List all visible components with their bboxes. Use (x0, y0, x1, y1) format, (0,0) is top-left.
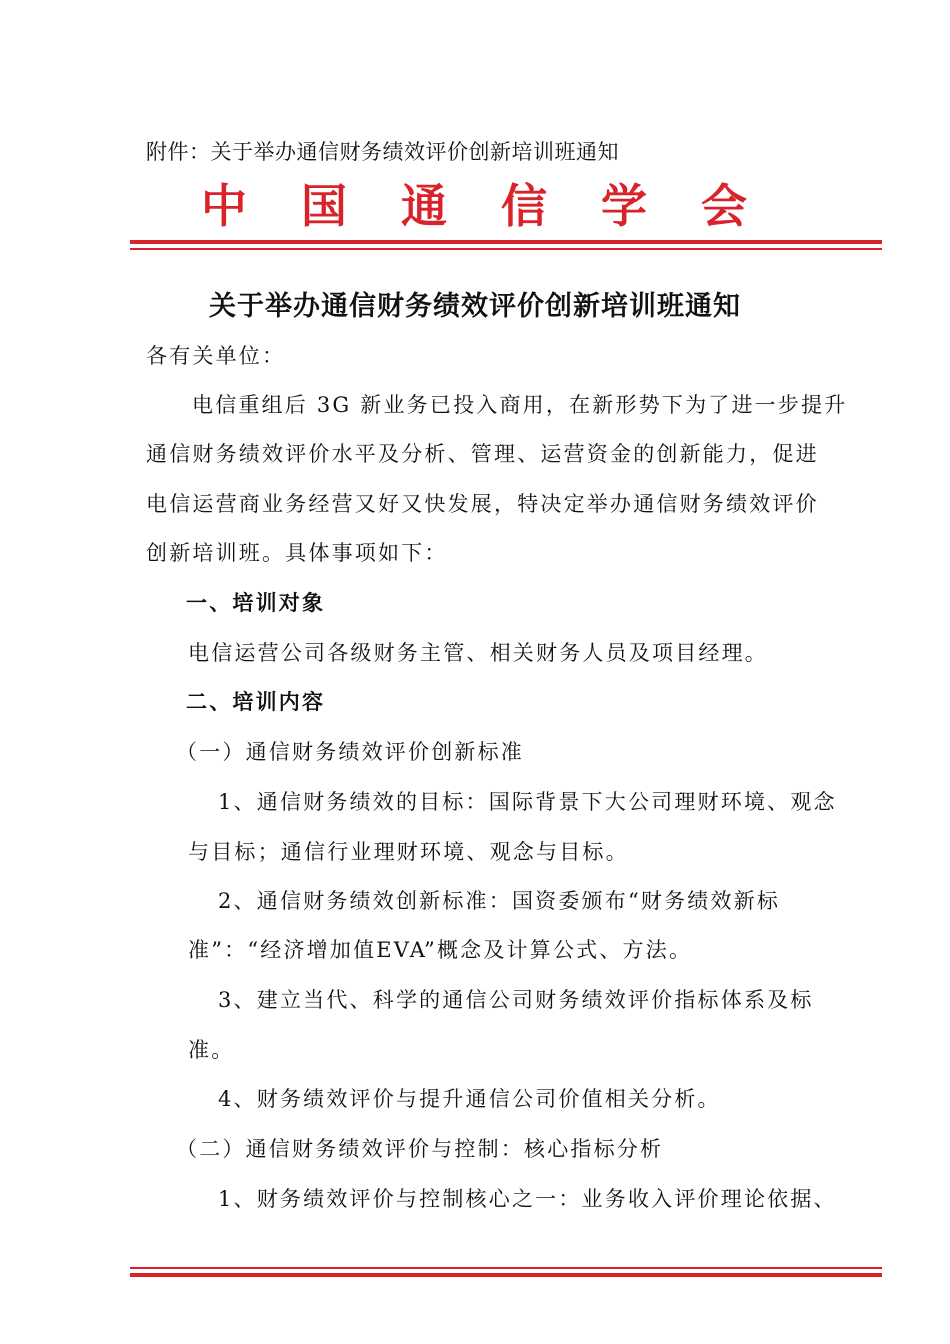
footer-rule-thick (130, 1273, 882, 1277)
list-item-continuation: 准”：“经济增加值EVA”概念及计算公式、方法。 (188, 938, 693, 962)
subsection-heading: （一）通信财务绩效评价创新标准 (176, 740, 524, 764)
list-item-continuation: 与目标；通信行业理财环境、观念与目标。 (188, 840, 629, 864)
letterhead-char: 通 (401, 179, 449, 233)
intro-line: 电信运营商业务经营又好又快发展，特决定举办通信财务绩效评价 (146, 492, 819, 516)
letterhead-logo (0, 170, 950, 236)
attachment-line: 附件：关于举办通信财务绩效评价创新培训班通知 (146, 140, 619, 164)
list-item-continuation: 准。 (188, 1038, 235, 1062)
list-item: 4、财务绩效评价与提升通信公司价值相关分析。 (218, 1087, 721, 1111)
list-item: 1、通信财务绩效的目标：国际背景下大公司理财环境、观念 (218, 790, 837, 814)
subsection-heading: （二）通信财务绩效评价与控制：核心指标分析 (176, 1137, 664, 1161)
salutation: 各有关单位： (146, 344, 286, 368)
list-item: 2、通信财务绩效创新标准：国资委颁布“财务绩效新标 (218, 889, 781, 913)
document-title: 关于举办通信财务绩效评价创新培训班通知 (209, 291, 741, 322)
list-item: 3、建立当代、科学的通信公司财务绩效评价指标体系及标 (218, 988, 814, 1012)
header-rule-thick (130, 240, 882, 244)
letterhead-char: 会 (701, 179, 749, 233)
letterhead-char: 国 (301, 179, 349, 233)
letterhead-char: 信 (501, 179, 549, 233)
intro-line: 电信重组后 3G 新业务已投入商用，在新形势下为了进一步提升 (192, 393, 848, 417)
intro-line: 创新培训班。具体事项如下： (146, 541, 448, 565)
section-heading: 一、培训对象 (186, 591, 326, 615)
letterhead-char: 中 (201, 179, 249, 233)
section-text: 电信运营公司各级财务主管、相关财务人员及项目经理。 (188, 641, 768, 665)
list-item: 1、财务绩效评价与控制核心之一：业务收入评价理论依据、 (218, 1187, 837, 1211)
intro-line: 通信财务绩效评价水平及分析、管理、运营资金的创新能力，促进 (146, 442, 819, 466)
header-rule-thin (130, 248, 882, 250)
section-heading: 二、培训内容 (186, 690, 326, 714)
letterhead-char: 学 (601, 179, 649, 233)
footer-rule-thin (130, 1267, 882, 1269)
